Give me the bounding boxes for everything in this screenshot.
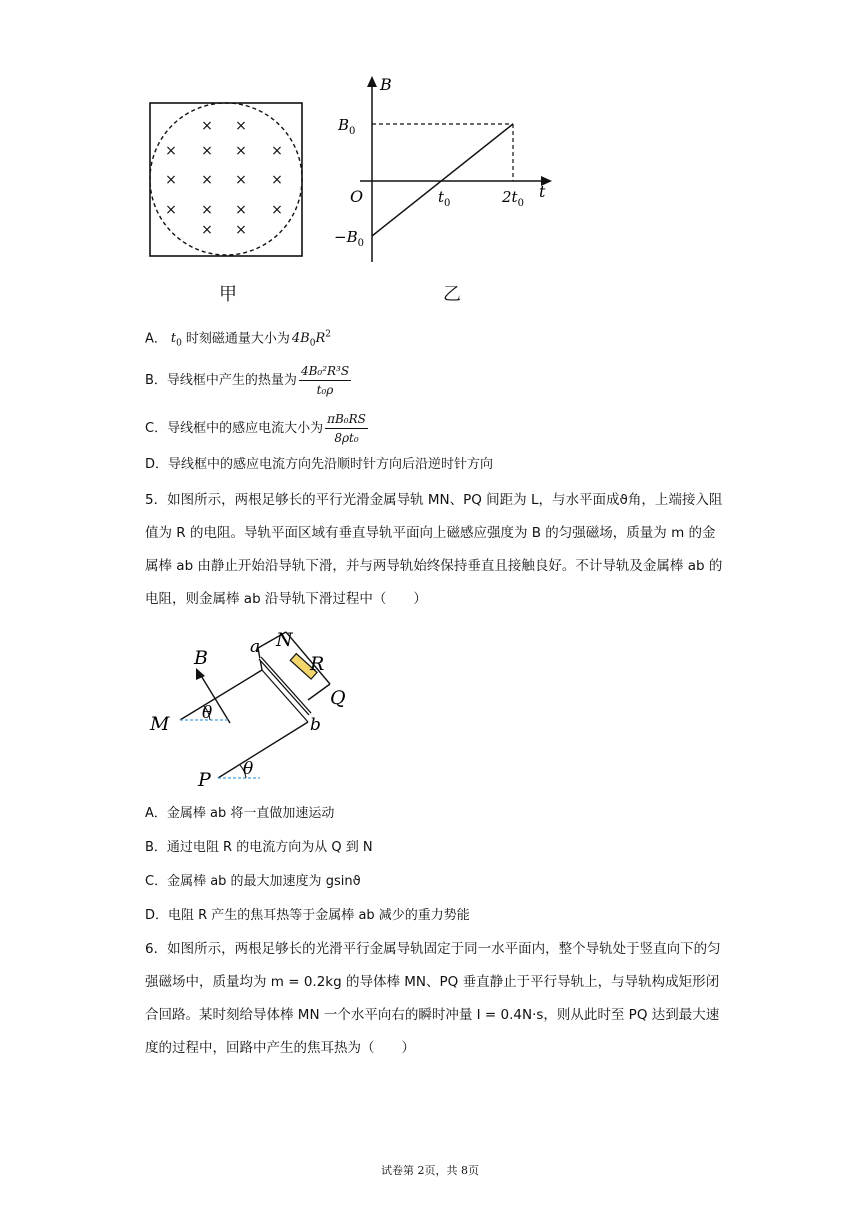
svg-text:×: × <box>235 143 247 159</box>
svg-text:×: × <box>235 222 247 238</box>
two-t0-label: $2t_0$ <box>502 188 524 209</box>
label-R: R <box>310 653 325 675</box>
svg-text:×: × <box>165 202 177 218</box>
q5-option-d: D．电阻 R 产生的焦耳热等于金属棒 ab 减少的重力势能 <box>145 908 470 923</box>
q4-option-a: A． $t_0$ 时刻磁通量大小为 $4B_0R^2$ <box>145 330 331 349</box>
label-M: M <box>150 713 170 735</box>
label-theta-1: θ <box>202 703 213 723</box>
y-axis-label: B <box>380 75 392 94</box>
svg-text:×: × <box>271 143 283 159</box>
label-b: b <box>310 715 321 735</box>
q4-option-c: C．导线框中的感应电流大小为 $\frac{\text{πB₀RS}}{\text{8ρt₀}}$ <box>145 412 366 445</box>
svg-text:×: × <box>201 222 213 238</box>
svg-text:×: × <box>201 118 213 134</box>
svg-text:×: × <box>235 172 247 188</box>
q5-option-c: C．金属棒 ab 的最大加速度为 gsinϑ <box>145 874 361 889</box>
x-axis-label: t <box>539 182 546 201</box>
q4-c-fraction: $\frac{\text{πB₀RS}}{\text{8ρt₀}}$ <box>327 412 366 445</box>
svg-text:×: × <box>235 202 247 218</box>
svg-text:×: × <box>271 172 283 188</box>
q4-option-b: B．导线框中产生的热量为 $\frac{\text{4B₀²R³S}}{\text{t₀ρ}}$ <box>145 364 350 397</box>
b0-label: $B_0$ <box>338 116 356 137</box>
label-P: P <box>198 769 211 791</box>
figure-yi-graph <box>330 72 560 272</box>
svg-text:×: × <box>165 172 177 188</box>
q5-stem: 5．如图所示，两根足够长的平行光滑金属导轨 MN、PQ 间距为 L，与水平面成ϑ角，上端接入阻值为 R 的电阻。导轨平面区域有垂直导轨平面向上磁感应强度为 B 的匀强磁场，质量为 m 的金属棒 ab 由静止开始沿导轨下滑，并与两导轨始终保持垂直且接触良好。不计导轨及金属棒 ab 的电阻，则金属棒 ab 沿导轨下滑过程中（ ） <box>145 492 723 607</box>
b-t-line <box>372 124 513 236</box>
neg-b0-label: $-B_0$ <box>334 228 364 249</box>
figure-yi-caption: 乙 <box>443 284 461 305</box>
label-N: N <box>276 629 293 651</box>
svg-text:×: × <box>271 202 283 218</box>
svg-text:×: × <box>201 143 213 159</box>
t0-label: $t_0$ <box>438 188 451 209</box>
origin-label: O <box>350 187 364 206</box>
label-theta-2: θ <box>243 759 254 779</box>
label-a: a <box>250 637 261 657</box>
q4-b-fraction: $\frac{\text{4B₀²R³S}}{\text{t₀ρ}}$ <box>300 364 350 397</box>
q6-stem: 6．如图所示，两根足够长的光滑平行金属导轨固定于同一水平面内，整个导轨处于竖直向下的匀强磁场中，质量均为 m = 0.2kg 的导体棒 MN、PQ 垂直静止于平行导轨上，与导轨构成矩形闭合回路。某时刻给导体棒 MN 一个水平向右的瞬时冲量 I = 0.4N·s，则从此时至 PQ 达到最大速度的过程中，回路中产生的焦耳热为（ ） <box>145 941 721 1056</box>
page-footer: 试卷第 2页，共 8页 <box>381 1164 479 1177</box>
figure-jia-caption: 甲 <box>219 284 237 305</box>
figure-jia <box>145 98 315 308</box>
svg-text:×: × <box>201 172 213 188</box>
q5-figure <box>140 618 370 793</box>
svg-text:×: × <box>201 202 213 218</box>
q5-option-a: A．金属棒 ab 将一直做加速运动 <box>145 806 335 821</box>
svg-text:×: × <box>165 143 177 159</box>
q5-option-b: B．通过电阻 R 的电流方向为从 Q 到 N <box>145 840 373 855</box>
svg-text:×: × <box>235 118 247 134</box>
field-cross-marks <box>165 118 283 238</box>
label-Q: Q <box>330 687 346 709</box>
q4-option-d: D．导线框中的感应电流方向先沿顺时针方向后沿逆时针方向 <box>145 457 494 472</box>
label-B: B <box>194 647 208 669</box>
